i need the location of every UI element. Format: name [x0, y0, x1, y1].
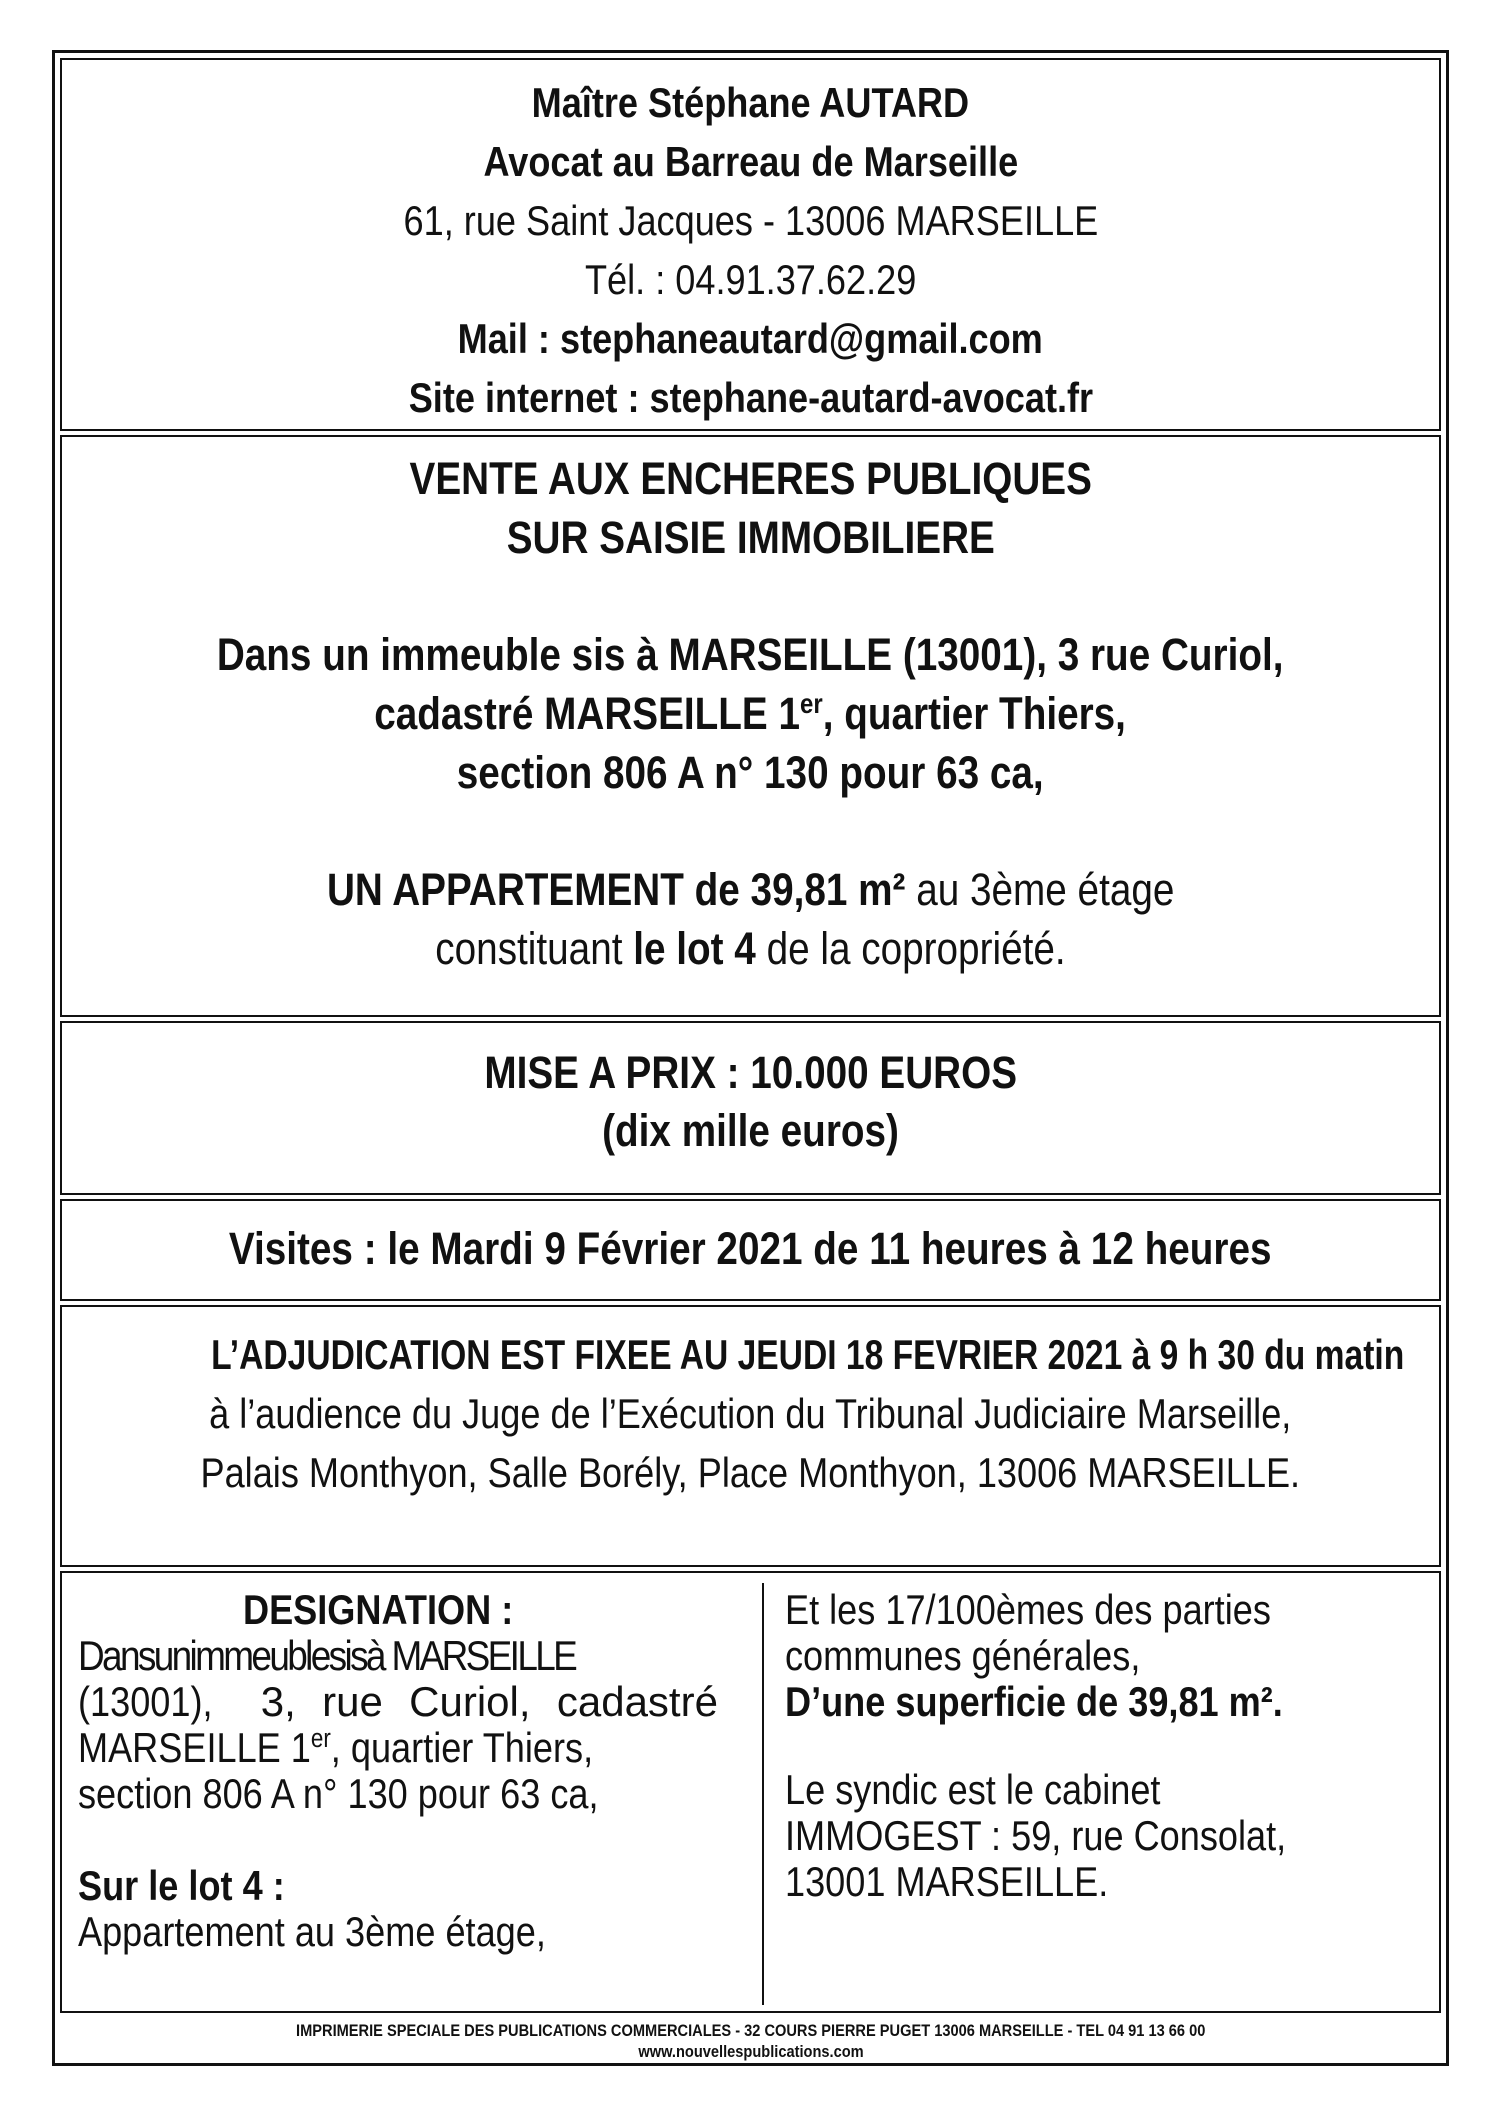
lot-description: constituant le lot 4 de la copropriété. [435, 923, 1066, 974]
starting-price: MISE A PRIX : 10.000 EUROS [484, 1047, 1017, 1098]
lot-heading: Sur le lot 4 : [78, 1862, 285, 1909]
printer-footer [60, 2017, 1441, 2063]
lawyer-bar: Avocat au Barreau de Marseille [483, 138, 1018, 185]
property-location-2: cadastré MARSEILLE 1er, quartier Thiers, [374, 688, 1127, 739]
adjudication-box [60, 1305, 1441, 1567]
designation-line-4: section 806 A n° 130 pour 63 ca, [78, 1770, 599, 1817]
sale-title-2: SUR SAISIE IMMOBILIERE [506, 512, 995, 563]
visits-text: Visites : le Mardi 9 Février 2021 de 11 heures à 12 heures [229, 1223, 1272, 1274]
starting-price-words: (dix mille euros) [602, 1105, 899, 1156]
adjudication-date: L’ADJUDICATION EST FIXEE AU JEUDI 18 FEVRIER 2021 à 9 h 30 du matin [211, 1331, 1405, 1378]
lawyer-mail: Mail : stephaneautard@gmail.com [457, 315, 1044, 362]
designation-area: D’une superficie de 39,81 m². [785, 1678, 1283, 1725]
syndic-line-1: Le syndic est le cabinet [785, 1766, 1161, 1813]
lawyer-name: Maître Stéphane AUTARD [531, 79, 970, 126]
designation-line-1: Dansunimmeublesisà MARSEILLE [78, 1632, 576, 1679]
designation-line-2: (13001), 3, rue Curiol, cadastré [78, 1678, 718, 1725]
column-divider [762, 1583, 764, 2005]
adjudication-address: Palais Monthyon, Salle Borély, Place Monthyon, 13006 MARSEILLE. [200, 1449, 1301, 1496]
designation-heading: DESIGNATION : [242, 1586, 514, 1633]
lawyer-address: 61, rue Saint Jacques - 13006 MARSEILLE [403, 197, 1098, 244]
designation-right-line-2: communes générales, [785, 1632, 1141, 1679]
printer-info: IMPRIMERIE SPECIALE DES PUBLICATIONS COMMERCIALES - 32 COURS PIERRE PUGET 13006 MARSEILLE - TEL 04 91 13 66 00 [295, 2021, 1206, 2040]
designation-left-column [78, 1573, 758, 1955]
printer-website[interactable]: www.nouvellespublications.com [637, 2042, 864, 2061]
syndic-line-2: IMMOGEST : 59, rue Consolat, [785, 1812, 1287, 1859]
lawyer-box [60, 58, 1441, 431]
syndic-line-3: 13001 MARSEILLE. [785, 1858, 1109, 1905]
sale-box [60, 435, 1441, 1017]
adjudication-court: à l’audience du Juge de l’Exécution du Tribunal Judiciaire Marseille, [209, 1390, 1292, 1437]
designation-box [60, 1571, 1441, 2013]
lawyer-site: Site internet : stephane-autard-avocat.fr [408, 374, 1093, 421]
visits-box [60, 1199, 1441, 1301]
lot-text: Appartement au 3ème étage, [78, 1908, 546, 1955]
lawyer-phone: Tél. : 04.91.37.62.29 [584, 256, 917, 303]
designation-right-line-1: Et les 17/100èmes des parties [785, 1586, 1271, 1633]
price-box [60, 1021, 1441, 1195]
property-location-1: Dans un immeuble sis à MARSEILLE (13001), 3 rue Curiol, [217, 629, 1284, 680]
designation-line-3: MARSEILLE 1er, quartier Thiers, [78, 1723, 594, 1771]
apartment-description: UN APPARTEMENT de 39,81 m² au 3ème étage [326, 864, 1175, 915]
sale-title-1: VENTE AUX ENCHERES PUBLIQUES [409, 453, 1092, 504]
designation-right-column [785, 1573, 1425, 1905]
legal-notice-frame [52, 50, 1449, 2066]
property-location-3: section 806 A n° 130 pour 63 ca, [457, 747, 1044, 798]
